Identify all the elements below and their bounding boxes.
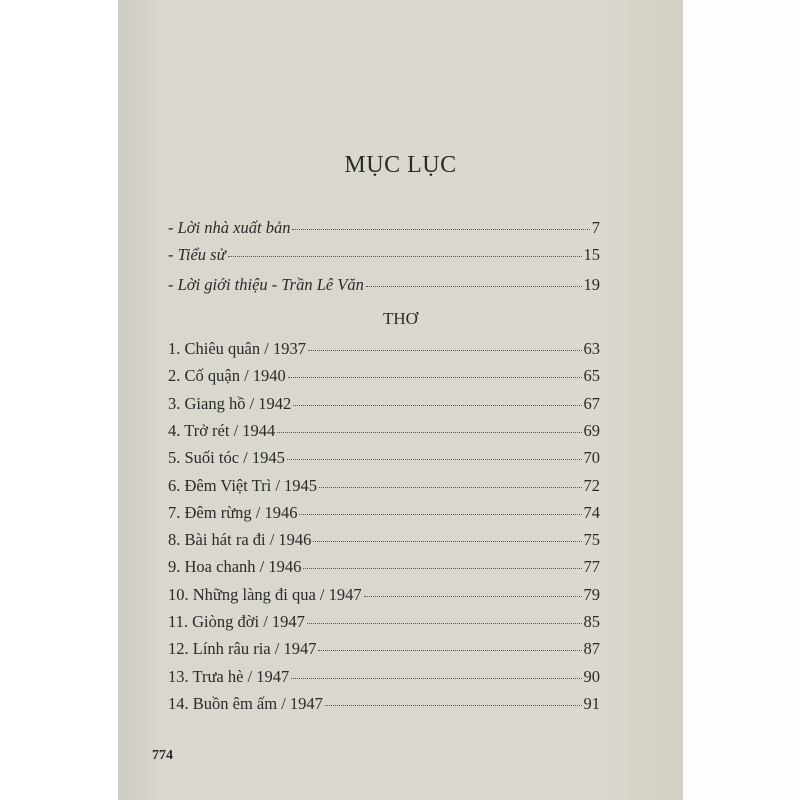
entry-title: 9. Hoa chanh / 1946 — [168, 557, 302, 577]
leader-dots — [308, 350, 582, 351]
entry-title: 13. Trưa hè / 1947 — [168, 666, 290, 686]
entry-title: 10. Những làng đi qua / 1947 — [168, 584, 362, 604]
leader-dots — [307, 623, 582, 624]
entry-page: 19 — [583, 275, 600, 294]
toc-entry — [168, 694, 600, 716]
entry-page: 85 — [583, 612, 600, 631]
entry-title: 8. Bài hát ra đi / 1946 — [168, 530, 312, 550]
entry-page: 7 — [591, 218, 600, 237]
leader-dots — [366, 286, 582, 287]
entry-page: 67 — [583, 393, 600, 413]
leader-dots — [325, 705, 582, 706]
entry-title: - Tiểu sử — [168, 245, 226, 264]
leader-dots — [292, 229, 589, 230]
toc-entry — [168, 585, 600, 607]
leader-dots — [293, 405, 581, 406]
entry-title: 4. Trở rét / 1944 — [168, 420, 276, 440]
left-background — [0, 0, 118, 800]
entry-title: 12. Lính râu ria / 1947 — [168, 639, 317, 659]
entry-page: 87 — [583, 639, 600, 659]
book-page — [118, 0, 683, 800]
toc-entry — [168, 448, 600, 470]
leader-dots — [299, 514, 581, 515]
entry-page: 70 — [583, 448, 600, 468]
leader-dots — [288, 377, 582, 378]
toc-entry — [168, 366, 600, 388]
leader-dots — [277, 432, 581, 433]
entry-page: 72 — [583, 475, 600, 495]
entry-page: 74 — [583, 502, 600, 522]
entry-title: 5. Suối tóc / 1945 — [168, 448, 285, 468]
toc-entry — [168, 667, 600, 689]
leader-dots — [303, 568, 581, 569]
entry-page: 65 — [583, 366, 600, 386]
toc-entry — [168, 218, 600, 240]
entry-title: 1. Chiêu quân / 1937 — [168, 339, 306, 358]
entry-title: 6. Đêm Việt Trì / 1945 — [168, 475, 318, 495]
entry-title: - Lời nhà xuất bản — [168, 218, 291, 237]
leader-dots — [291, 678, 581, 679]
entry-page: 15 — [583, 245, 600, 264]
entry-title: 7. Đêm rừng / 1946 — [168, 502, 298, 522]
page-title: MỤC LỤC — [344, 152, 457, 178]
entry-title: - Lời giới thiệu - Trần Lê Văn — [168, 275, 364, 294]
entry-page: 79 — [583, 584, 600, 604]
toc-entry — [168, 557, 600, 579]
entry-page: 91 — [583, 693, 600, 713]
toc-entry — [168, 394, 600, 416]
entry-page: 90 — [583, 666, 600, 686]
entry-page: 63 — [583, 339, 600, 358]
toc-entry — [168, 530, 600, 552]
entry-title: 2. Cố quận / 1940 — [168, 366, 286, 386]
leader-dots — [318, 650, 581, 651]
entry-title: 11. Giòng đời / 1947 — [168, 612, 305, 631]
toc-entry — [168, 339, 600, 361]
leader-dots — [313, 541, 581, 542]
leader-dots — [228, 256, 582, 257]
toc-entry — [168, 421, 600, 443]
page-number: 774 — [152, 748, 173, 763]
toc-entry — [168, 612, 600, 634]
toc-entry — [168, 275, 600, 297]
section-title: THƠ — [383, 309, 418, 328]
toc-entry — [168, 639, 600, 661]
entry-title: 3. Giang hồ / 1942 — [168, 393, 292, 413]
leader-dots — [287, 459, 582, 460]
toc-entry — [168, 503, 600, 525]
leader-dots — [364, 596, 582, 597]
entry-page: 77 — [583, 557, 600, 577]
entry-title: 14. Buồn êm ấm / 1947 — [168, 693, 323, 713]
toc-entry — [168, 476, 600, 498]
entry-page: 69 — [583, 420, 600, 440]
leader-dots — [319, 487, 581, 488]
toc-entry — [168, 245, 600, 267]
entry-page: 75 — [583, 530, 600, 550]
